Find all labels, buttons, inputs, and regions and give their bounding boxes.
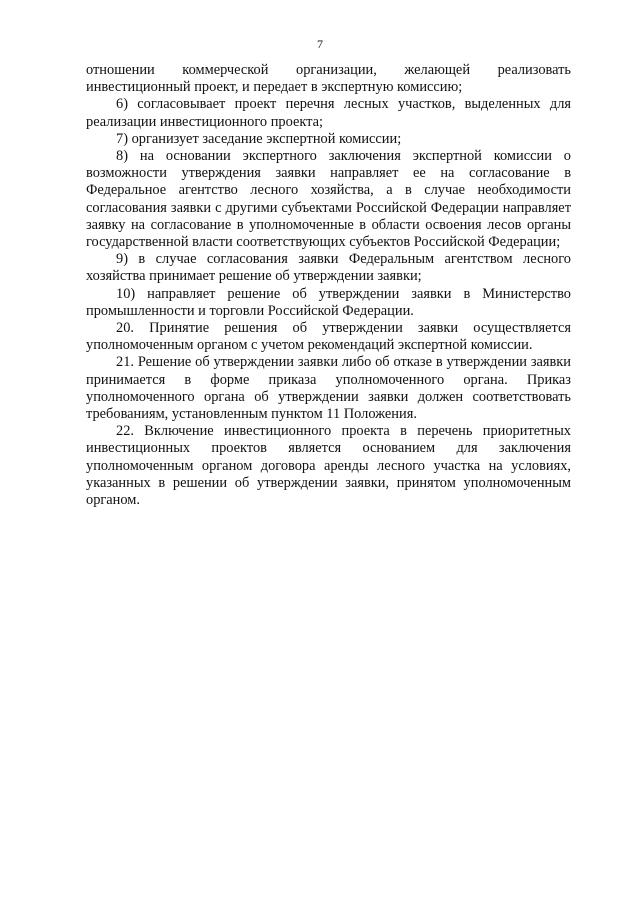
- paragraph-continuation: отношении коммерческой организации, желающей реализовать инвестиционный проект, и передает в экспертную комиссию;: [86, 62, 571, 96]
- paragraph-clause-22: 22. Включение инвестиционного проекта в перечень приоритетных инвестиционных проектов является основанием для заключения уполномоченным органом договора аренды лесного участка на условиях, указанных в решении об утверждении заявки, принятом уполномоченным органом.: [86, 423, 571, 509]
- paragraph-clause-21: 21. Решение об утверждении заявки либо об отказе в утверждении заявки принимается в форме приказа уполномоченного органа. Приказ уполномоченного органа об утверждении заявки должен соответствовать требованиям, установленным пунктом 11 Положения.: [86, 354, 571, 423]
- paragraph-item-6: 6) согласовывает проект перечня лесных участков, выделенных для реализации инвестиционного проекта;: [86, 96, 571, 130]
- paragraph-item-7: 7) организует заседание экспертной комиссии;: [116, 130, 402, 147]
- document-body: [86, 62, 571, 509]
- page-number: 7: [317, 37, 323, 51]
- paragraph-clause-20: 20. Принятие решения об утверждении заявки осуществляется уполномоченным органом с учетом рекомендаций экспертной комиссии.: [86, 320, 571, 354]
- paragraph-item-10: 10) направляет решение об утверждении заявки в Министерство промышленности и торговли Российской Федерации.: [86, 285, 571, 319]
- paragraph-item-8: 8) на основании экспертного заключения экспертной комиссии о возможности утверждения заявки направляет ее на согласование в Федеральное агентство лесного хозяйства, а в случае необходимости согласования заявки с другими субъектами Российской Федерации направляет заявку на согласование в уполномоченные в области освоения лесов органы государственной власти соответствующих субъектов Российской Федерации;: [86, 148, 571, 251]
- paragraph-item-9: 9) в случае согласования заявки Федеральным агентством лесного хозяйства принимает решение об утверждении заявки;: [86, 251, 571, 285]
